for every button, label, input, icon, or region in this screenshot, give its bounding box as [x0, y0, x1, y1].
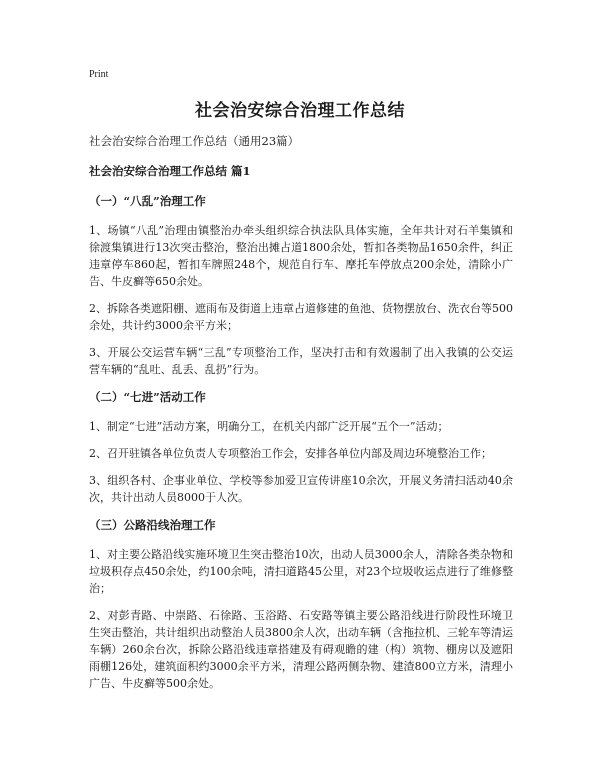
section-title: 社会治安综合治理工作总结 篇1: [89, 164, 251, 178]
block-heading: （二）“七进”活动工作: [89, 390, 206, 404]
paragraph: 2、召开驻镇各单位负责人专项整治工作会，安排各单位内部及周边环境整治工作；: [89, 447, 492, 460]
paragraph: 3、组织各村、企事业单位、学校等参加爱卫宣传讲座10余次，开展义务清扫活动40余次，共计出动人员8000于人次。: [89, 474, 513, 504]
document-subtitle: 社会治安综合治理工作总结（通用23篇）: [89, 134, 300, 148]
block-heading: （三）公路沿线治理工作: [89, 518, 216, 532]
block-qijin: [89, 388, 513, 506]
paragraph: 3、开展公交运营车辆“三乱”专项整治工作，坚决打击和有效遏制了出入我镇的公交运营车辆的“乱吐、乱丢、乱扔”行为。: [89, 346, 513, 376]
paragraph: 2、拆除各类遮阳棚、遮雨布及街道上违章占道修建的鱼池、货物摆放台、洗衣台等500余处，共计约3000余平方米；: [89, 302, 513, 332]
paragraph: 1、制定“七进”活动方案，明确分工，在机关内部广泛开展“五个一”活动；: [89, 420, 449, 433]
document-body: [89, 132, 513, 702]
paragraph: 2、对彭青路、中崇路、石徐路、玉浴路、石安路等镇主要公路沿线进行阶段性环境卫生突击整治，共计组织出动整治人员3800余人次，出动车辆（含拖拉机、三轮车等清运车辆）260余台次，拆除公路沿线违章搭建及有碍观瞻的建（构）筑物、棚房以及遮阳雨棚126处，建筑面积约3000余平方米，清理公路两侧杂物、建渣800立方米，清理小广告、牛皮癣等500余处。: [89, 609, 513, 690]
document-title: 社会治安综合治理工作总结: [195, 101, 405, 121]
block-gonglu: [89, 516, 513, 692]
paragraph: 1、对主要公路沿线实施环境卫生突击整治10次，出动人员3000余人，清除各类杂物和垃圾积存点450余处，约100余吨，清扫道路45公里，对23个垃圾收运点进行了维修整治；: [89, 548, 513, 595]
block-bayuan: [89, 192, 513, 378]
print-label: Print: [89, 69, 109, 80]
block-heading: （一）“八乱”治理工作: [89, 194, 206, 208]
paragraph: 1、场镇“八乱”治理由镇整治办牵头组织综合执法队具体实施，全年共计对石羊集镇和徐渡集镇进行13次突击整治，整治出摊占道1800余处，暂扣各类物品1650余件，纠正违章停车860起，暂扣车牌照248个，规范自行车、摩托车停放点200余处，清除小广告、牛皮癣等650余处。: [89, 224, 513, 288]
